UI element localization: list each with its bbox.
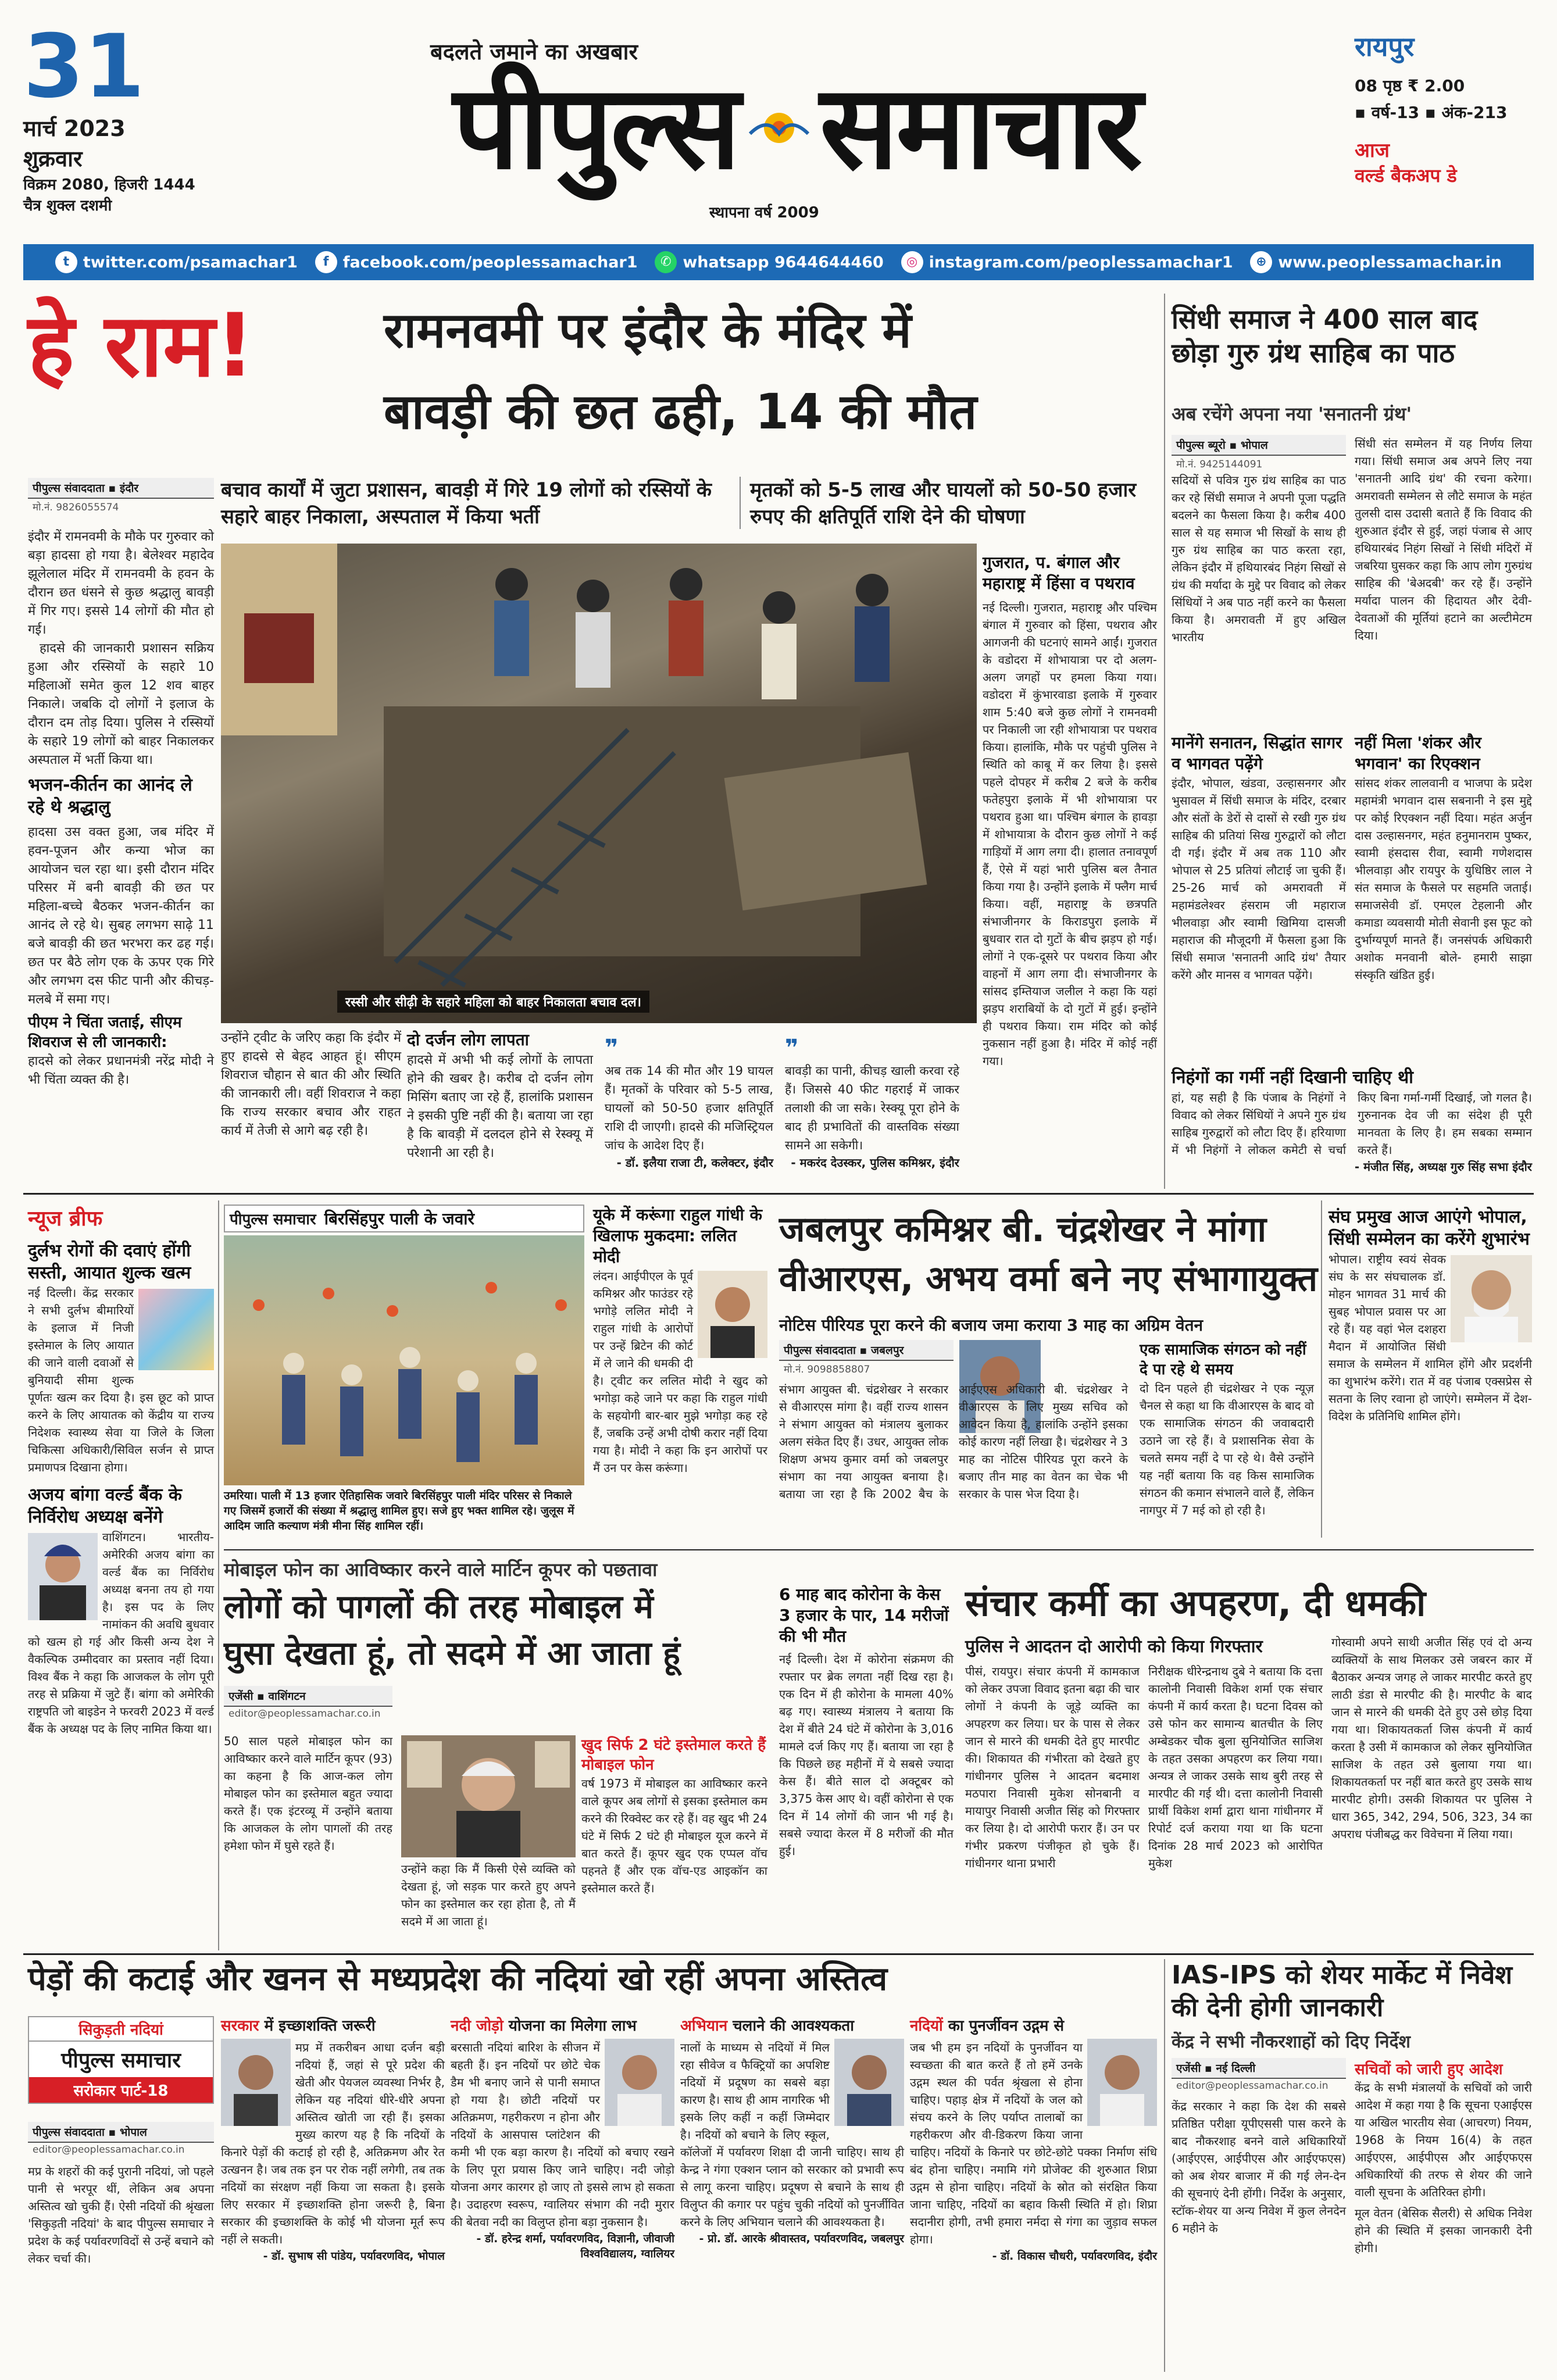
expert-2-body: बरसाती नदियां बारिश के सीजन में बहती हैं। इन नदियों पर छोटे चेक डैम भी बनाए जाने से पानी समाप्त हो गया है। छोटी नदियों पर अतिक्रमण, गहरीकरण न होना और नदियों के आसपास प्लांटेशन की कमी भी एक बड़ा कारण है। नदियों को बचाए रखने के लिए पूरा प्रयास किए जाने चाहिए। नदी जोड़ो योजना अगर कारगर हो जाए तो इससे लाभ हो सकता है। उदाहरण स्वरूप, ग्वालियर संभाग की नदी मुरार की बेतवा नदी का विलुप्त होना बड़ा नुकसान है।	[451, 2040, 674, 2229]
nameplate	[273, 58, 1320, 198]
instagram-icon: ◎	[901, 251, 923, 273]
sindhi-body-2: सिंधी संत सम्मेलन में यह निर्णय लिया गया। सिंधी समाज अब अपने लिए नया 'सनातनी आदि ग्रंथ' की रचना करेगा। अमरावती सम्मेलन से लौटे समाज के महंत तुलसी दास उदासी बताते हैं कि विवाद की शुरुआत इंदौर से हुई, जहां पंजाब से आए हथियारबंद निहंग सिखों ने सिंधी मंदिरों में जबरिया घुसकर कहा कि आप लोग गुरुग्रंथ साहिब की 'बेअदबी' कर रहे हैं। उन्होंने मर्यादा पालन की हिदायत और देवी-देवताओं की मूर्तियां हटाने का अल्टीमेटम दिया।	[1355, 437, 1532, 642]
rescue-scene-illustration	[221, 544, 977, 1023]
nihang-box	[1172, 1067, 1532, 1174]
commissioner-quote	[785, 1035, 959, 1170]
expert-4-title: नदियों का पुनर्जीवन उद्गम से	[910, 2017, 1065, 2035]
date-weekday: शुक्रवार	[23, 146, 83, 171]
lead-col-5	[221, 1029, 401, 1141]
sindhi-mobile: मो.नं. 9425144091	[1176, 459, 1263, 470]
kidnap-col-1	[965, 1663, 1140, 1872]
sindhi-byline: पीपुल्स ब्यूरो ▪ भोपाल	[1172, 435, 1346, 456]
rivers-badge-top: सिकुड़ती नदियां	[29, 2017, 213, 2042]
bhagwat-divider	[1321, 1200, 1322, 1538]
nihang-body: हां, यह सही है कि पंजाब के निहंगों ने विवाद को लेकर सिंधियों ने अपने गुरु ग्रंथ साहिब गुरुद्वारों को लौटा दिए हैं। हरियाणा में भी निहंगों ने लोकल कमेटी से चर्चा किए बिना गर्मा-गर्मी दिखाई, जो गलत है। गुरुनानक देव जी का संदेश ही पूरी मानवता के लिए है। हम सबका सम्मान करते हैं।	[1172, 1091, 1532, 1157]
right-column-divider	[1164, 294, 1165, 1189]
rivers-byline: पीपुल्स संवाददाता ▪ भोपाल	[28, 2122, 214, 2143]
missing-subhead: दो दर्जन लोग लापता	[407, 1030, 529, 1049]
cooper-col-1	[224, 1686, 392, 1854]
date-chaitra: चैत्र शुक्ल दशमी	[23, 197, 112, 215]
missing-box	[407, 1029, 593, 1163]
ias-divider	[1164, 1959, 1165, 2372]
rivers-headline: पेड़ों की कटाई और खनन से मध्यप्रदेश की नदियां खो रहीं अपना अस्तित्व	[28, 1960, 888, 1998]
rivers-intro-box	[28, 2122, 214, 2267]
section-divider-3	[23, 1953, 1534, 1955]
ias-email: editor@peoplessamachar.co.in	[1176, 2080, 1329, 2092]
sindhi-subhead-left: मानेंगे सनातन, सिद्धांत सागर व भागवत पढ़ेंगे	[1172, 733, 1342, 773]
expert-1-photo	[221, 2039, 291, 2126]
sindhi-col-d	[1355, 732, 1532, 984]
lead-byline: पीपुल्स संवाददाता ▪ इंदौर	[28, 478, 214, 499]
brief-divider	[218, 1200, 219, 1950]
cooper-email: editor@peoplessamachar.co.in	[228, 1708, 381, 1720]
expert-2-title: नदी जोड़ो योजना का मिलेगा लाभ	[451, 2017, 637, 2035]
bhagwat-story	[1329, 1206, 1532, 1425]
lead-kicker: हे राम!	[28, 295, 255, 396]
year-issue: ▪ वर्ष-13 ▪ अंक-213	[1355, 103, 1508, 122]
cooper-side-body: वर्ष 1973 में मोबाइल का आविष्कार करने वाले कूपर अब लोगों से इसका इस्तेमाल कम करने की रिक्वेस्ट कर रहे हैं। वह खुद भी 24 घंटे में सिर्फ 2 घंटे ही मोबाइल यूज करने में बात करते हैं। कूपर खुद एक एप्पल वॉच पहनते हैं और एक वॉच-एड आइकॉन का इस्तेमाल करते हैं।	[581, 1777, 767, 1895]
social-whatsapp[interactable]: ✆ whatsapp 9644644460	[655, 251, 884, 273]
lead-body-5: उन्होंने ट्वीट के जरिए कहा कि इंदौर में हुए हादसे से बेहद आहत हूं। सीएम शिवराज चौहान से बात की और स्थिति की जानकारी ली। वहीं शिवराज ने कहा कि राज्य सरकार बचाव और राहत कार्य में तेजी से आगे बढ़ रही है।	[221, 1031, 401, 1138]
ias-col-2	[1355, 2058, 1532, 2257]
rivers-expert-3	[680, 2014, 904, 2246]
lead-body-1: इंदौर में रामनवमी के मौके पर गुरुवार को बड़ा हादसा हो गया है। बेलेश्वर महादेव झूलेलाल मंदिर में रामनवमी के हवन के दौरान छत धंसने से कुछ श्रद्धालु बावड़ी में गिर गए। इससे 14 लोगों की मौत हो गई।	[28, 530, 214, 637]
cooper-byline: एजेंसी ▪ वाशिंगटन	[224, 1686, 392, 1707]
sindhi-col-a	[1172, 435, 1346, 646]
corona-body: नई दिल्ली। देश में कोरोना संक्रमण की रफ्तार पर ब्रेक लगता नहीं दिख रहा है। एक दिन में ही कोरोना के मामला 40% बढ़ गए। स्वास्थ्य मंत्रालय ने बताया कि देश में बीते 24 घंटे में कोरोना के 3,016 मामले दर्ज किए गए हैं। बताया जा रहा है कि पिछले छह महीनों में ये सबसे ज्यादा केस हैं। बीते साल दो अक्टूबर को 3,375 केस आए थे। वहीं कोरोना से एक दिन में 14 लोगों की जान भी गई है। सबसे ज्यादा केरल में 8 मरीजों की मौत हुई।	[779, 1652, 954, 1858]
lead-body-4: हादसे को लेकर प्रधानमंत्री नरेंद्र मोदी ने भी चिंता व्यक्त की है।	[28, 1054, 214, 1087]
social-facebook[interactable]: f facebook.com/peoplessamachar1	[315, 251, 638, 273]
kidnap-body-3: गोस्वामी अपने साथी अजीत सिंह एवं दो अन्य व्यक्तियों के साथ मिलकर उसे जबरन कार में बैठाकर अन्यत्र जगह ले जाकर मारपीट करते हुए लाठी डंडा से मारपीट की है। मारपीट के बाद जान से मारने की धमकी देते हुए उसे छोड़ दिया गया था। शिकायतकर्ता जिस कंपनी में कार्य करता है उसी में कामकाज को लेकर सुनियोजित साजिश के तहत उसे बुलाया गया था। शिकायतकर्ता पर नहीं बात करते हुए उसके साथ मारपीट होगी। उसकी शिकायत पर पुलिस ने धारा 365, 342, 294, 506, 323, 34 का अपराध पंजीबद्ध कर विवेचना में लिया गया।	[1331, 1635, 1532, 1841]
nihang-headline: निहंगों का गर्मी नहीं दिखानी चाहिए थी	[1172, 1067, 1413, 1088]
kidnap-col-2	[1148, 1663, 1323, 1872]
jabalpur-body-2: दो दिन पहले ही चंद्रशेखर ने एक न्यूज़ चैनल से कहा था कि वीआरएस के बाद वो एक सामाजिक संगठन की जवाबदारी उठाने जा रहे हैं। वे प्रशासनिक सेवा के चलते समय नहीं दे पा रहे थे। वैसे उन्होंने यह नहीं बताया कि वह किस सामाजिक संगठन की कमान संभालने वाले हैं, लेकिन नागपुर में 7 मई को हो रही है।	[1140, 1381, 1314, 1517]
cooper-photo	[401, 1735, 576, 1857]
sindhi-sub: अब रचेंगे अपना नया 'सनातनी ग्रंथ'	[1172, 403, 1412, 425]
ias-headline: IAS-IPS को शेयर मार्केट में निवेश की देनी होगी जानकारी	[1172, 1960, 1513, 2022]
birsinghpur-header	[224, 1205, 584, 1232]
date-number: 31	[23, 16, 145, 117]
sindhi-headline: सिंधी समाज ने 400 साल बाद छोड़ा गुरु ग्रंथ साहिब का पाठ	[1172, 303, 1478, 369]
date-month: मार्च 2023	[23, 116, 126, 141]
web-icon: ⊕	[1250, 251, 1272, 273]
jabalpur-deck: नोटिस पीरियड पूरा करने की बजाय जमा कराया 3 माह का अग्रिम वेतन	[779, 1316, 1204, 1335]
expert-3-body: नालों के माध्यम से नदियों में मिल रहा सीवेज व फैक्ट्रियों का अपशिष्ट नदियों में प्रदूषण का सबसे बड़ा कारण है। साथ ही आम नागरिक भी इसके लिए कहीं न कहीं जिम्मेदार है। नदियों को बचाने के लिए स्कूल, कॉलेजों में पर्यावरण शिक्षा दी जानी चाहिए। साथ ही केन्द्र ने गंगा एक्शन प्लान को सरकार को प्रभावी रूप से लागू करना चाहिए। प्रदूषण से बचाने के साथ ही विलुप्त की कगार पर पहुंच चुकी नदियों को पुनर्जीवित करने के लिए अभियान चलाने की आवश्यकता है।	[680, 2040, 904, 2229]
lead-headline-2: बावड़ी की छत ढही, 14 की मौत	[384, 383, 977, 440]
lalit-headline: यूके में करूंगा राहुल गांधी के खिलाफ मुकदमा: ललित मोदी	[593, 1205, 763, 1266]
date-block	[23, 16, 244, 244]
section-divider-1	[23, 1193, 1534, 1195]
rivers-intro: मप्र के शहरों की कई पुरानी नदियां, जो पहले पानी से भरपूर थीं, लेकिन अब अपना अस्तित्व खो चुकी हैं। ऐसी नदियों की श्रृंखला 'सिकुड़ती नदियां' के बाद पीपुल्स समाचार ने प्रदेश के कई पर्यावरणविदों से उन्हें बचाने को लेकर चर्चा की।	[28, 2164, 214, 2265]
ias-col-1	[1172, 2058, 1346, 2237]
birsinghpur-caption: उमरिया। पाली में 13 हजार ऐतिहासिक जवारे बिरसिंहपुर पाली मंदिर परिसर से निकाले गए जिसमें हजारों की संख्या में श्रद्धालु शामिल हुए। सजे हुए भक्त शामिल रहे। जुलूस में आदिम जाति कल्याण मंत्री मीना सिंह शामिल रहीं।	[224, 1489, 574, 1532]
brief-2-body: वाशिंगटन। भारतीय-अमेरिकी अजय बांगा का वर्ल्ड बैंक का निर्विरोध अध्यक्ष बनना तय हो गया है। इस पद के लिए नामांकन की अवधि बुधवार को खत्म हो गई और किसी अन्य देश ने वैकल्पिक उम्मीदवार का प्रस्ताव नहीं दिया। विश्व बैंक ने कहा कि आजकल के लोग पूरी तरह से प्रक्रिया में जुटे हैं। बांगा को अमेरिकी राष्ट्रपति जो बाइडेन ने फरवरी 2023 में वर्ल्ड बैंक के अध्यक्ष पद के लिए नामित किया था।	[28, 1530, 214, 1736]
expert-1-title: सरकार में इच्छाशक्ति जरूरी	[221, 2017, 376, 2035]
ias-deck: केंद्र ने सभी नौकरशाहों को दिए निर्देश	[1172, 2032, 1410, 2052]
quote-1-by: - डॉ. इलैया राजा टी, कलेक्टर, इंदौर	[616, 1156, 773, 1170]
social-twitter[interactable]: t twitter.com/psamachar1	[55, 251, 298, 273]
sindhi-col-b	[1355, 435, 1532, 644]
jabalpur-body-1-box	[779, 1381, 1128, 1503]
jabalpur-body-1: संभाग आयुक्त बी. चंद्रशेखर ने सरकार से वीआरएस मांगा है। वहीं राज्य शासन ने संभाग आयुक्त को मंत्रालय बुलाकर अलग संकेत दिए हैं। उधर, आयुक्त लोक शिक्षण अभय कुमार वर्मा को जबलपुर संभाग का नया आयुक्त बनाया है। बताया जा रहा है कि 2002 बैच के आईएएस अधिकारी बी. चंद्रशेखर ने वीआरएस के लिए मुख्य सचिव को आवेदन किया है, हालांकि उन्होंने इसका कोई कारण नहीं लिखा है। चंद्रशेखर ने 3 माह का नोटिस पीरियड पूरा करने के बजाए तीन माह का वेतन का चेक भी सरकार के पास भेज दिया है।	[779, 1382, 1128, 1501]
tagline: बदलते जमाने का अखबार	[430, 39, 638, 65]
bhagwat-body: भोपाल। राष्ट्रीय स्वयं सेवक संघ के सर संघचालक डॉ. मोहन भागवत 31 मार्च की सुबह भोपाल प्रवास पर आ रहे हैं। यह वहां भेल दशहरा मैदान में आयोजित सिंधी समाज के सम्मेलन में शामिल होंगे और प्रदर्शनी का शुभारंभ करेंगे। रात में वह पंजाब एक्सप्रेस से सतना के लिए रवाना हो जाएंगे। सम्मेलन में देश-विदेश के प्रतिनिधि शामिल होंगे।	[1329, 1252, 1532, 1423]
sindhi-col-c	[1172, 732, 1346, 984]
lalit-story	[593, 1205, 767, 1477]
jabalpur-col-1	[779, 1340, 954, 1377]
rivers-badge-brand: पीपुल्स समाचार	[61, 2049, 181, 2072]
cooper-kicker: मोबाइल फोन का आविष्कार करने वाले मार्टिन कूपर को पछतावा	[224, 1559, 658, 1581]
cooper-body-2: उन्होंने कहा कि मैं किसी ऐसे व्यक्ति को देखता हूं, जो सड़क पार करते हुए अपने फोन का इस्तेमाल कर रहा होता है, तो मैं सदमे में आ जाता हूं।	[401, 1862, 576, 1928]
brief-1-body: नई दिल्ली। केंद्र सरकार ने सभी दुर्लभ बीमारियों के इलाज में निजी इस्तेमाल के लिए आयात की जाने वाली दवाओं से बुनियादी सीमा शुल्क पूर्णतः खत्म कर दिया है। इस छूट को प्राप्त करने के लिए आयातक को केंद्रीय या राज्य निदेशक स्वास्थ्य सेवा या जिले के जिला चिकित्सा अधिकारी/सिविल सर्जन से प्राप्त प्रमाणपत्र दिखाना होगा।	[28, 1286, 214, 1474]
lalit-body: लंदन। आईपीएल के पूर्व कमिश्नर और फाउंडर रहे भगोड़े ललित मोदी ने राहुल गांधी के आरोपों पर उन्हें ब्रिटेन की कोर्ट में ले जाने की धमकी दी है। ट्वीट कर ललित मोदी ने खुद को भगोड़ा कहे जाने पर कहा कि राहुल गांधी के सहयोगी बार-बार मुझे भगोड़ा कह रहे हैं, जबकि उन्हें अभी दोषी करार नहीं दिया गया है। मोदी ने कहा कि इन आरोपों पर मैं उन पर केस करूंगा।	[593, 1269, 767, 1475]
lead-photo	[221, 544, 977, 1023]
jabalpur-subhead: एक सामाजिक संगठन को नहीं दे पा रहे थे समय	[1140, 1341, 1306, 1378]
lead-deck-right: मृतकों को 5-5 लाख और घायलों को 50-50 हजार रुपए की क्षतिपूर्ति राशि देने की घोषणा	[750, 478, 1137, 528]
sindhi-body-1: सदियों से पवित्र गुरु ग्रंथ साहिब का पाठ कर रहे सिंधी समाज ने अपनी पूजा पद्धति बदलने का फैसला किया है। करीब 400 साल से यह समाज भी सिखों के साथ ही गुरु ग्रंथ साहिब का पाठ करता रहा, लेकिन इंदौर में हथियारबंद निहंग सिखों से ग्रंथ की मर्यादा के मुद्दे पर विवाद को लेकर सिंधियों ने अब पाठ नहीं करने का फैसला किया है। अमरावती में हुए अखिल भारतीय	[1172, 473, 1346, 644]
jabalpur-headline-2: वीआरएस, अभय वर्मा बने नए संभागायुक्त	[779, 1259, 1318, 1299]
lead-deck-left: बचाव कार्यों में जुटा प्रशासन, बावड़ी में गिरे 19 लोगों को रस्सियों के सहारे बाहर निकाला, अस्पताल में किया भर्ती	[221, 478, 712, 528]
corona-headline: 6 माह बाद कोरोना के केस 3 हजार के पार, 14 मरीजों की भी मौत	[779, 1585, 949, 1646]
today-event: वर्ल्ड बैकअप डे	[1355, 165, 1457, 187]
birsinghpur-place: बिरसिंहपुर पाली के जवारे	[324, 1209, 474, 1228]
cooper-side-headline: खुद सिर्फ 2 घंटे इस्तेमाल करते हैं मोबाइल फोन	[581, 1736, 766, 1774]
lead-body-3: हादसा उस वक्त हुआ, जब मंदिर में हवन-पूजन और कन्या भोज का आयोजन चल रहा था। इसी दौरान मंदिर परिसर में बनी बावड़ी की छत पर महिला-बच्चे बैठकर भजन-कीर्तन का आनंद ले रहे थे। सुबह लगभग साढ़े 11 बजे बावड़ी की छत भरभरा कर ढह गई। छत पर बैठे लोग एक के ऊपर एक गिरे और लगभग दस फीट पानी और कीचड़-मलबे में समा गए।	[28, 825, 214, 1007]
expert-3-by: - प्रो. डॉ. आरके श्रीवास्तव, पर्यावरणविद, जबलपुर	[699, 2232, 904, 2245]
expert-1-body: मप्र में तकरीबन आधा दर्जन बड़ी नदियां हैं, जहां से पूरे प्रदेश की खेती और पेयजल व्यवस्था निर्भर है, लेकिन यह नदियां धीरे-धीरे अपना अस्तित्व खोती जा रही हैं। इसका मुख्य कारण यह है कि नदियों के किनारे पेड़ों की कटाई हो रही है, अतिक्रमण और रेत उत्खनन है। जब तक इन पर रोक नहीं लगेगी, तब तक नदियों का संरक्षण नहीं किया जा सकता है। इसके लिए सरकार में इच्छाशक्ति होना जरूरी है, बिना सरकार की इच्छाशक्ति के कोई भी योजना मूर्त रूप नहीं ले सकती।	[221, 2040, 445, 2246]
deck-divider	[740, 477, 741, 529]
expert-4-by: - डॉ. विकास चौधरी, पर्यावरणविद, इंदौर	[992, 2250, 1157, 2263]
rivers-expert-2	[451, 2014, 674, 2261]
violence-story	[983, 552, 1157, 1070]
birsinghpur-photo	[224, 1235, 584, 1485]
edition-info	[1355, 28, 1541, 188]
expert-1-by: - डॉ. सुभाष सी पांडेय, पर्यावरणविद, भोपाल	[263, 2250, 445, 2263]
facebook-icon: f	[315, 251, 337, 273]
social-instagram[interactable]: ◎ instagram.com/peoplessamachar1	[901, 251, 1233, 273]
jabalpur-headline-1: जबलपुर कमिश्नर बी. चंद्रशेखर ने मांगा	[779, 1209, 1266, 1250]
social-web[interactable]: ⊕ www.peoplessamachar.in	[1250, 251, 1502, 273]
cooper-headline-2: घुसा देखता हूं, तो सदमे में आ जाता हूं	[224, 1635, 680, 1673]
expert-3-title: अभियान चलाने की आवश्यकता	[680, 2017, 854, 2035]
emblem-icon	[744, 93, 814, 163]
kidnap-col-3	[1331, 1634, 1532, 1843]
lead-subhead-2: पीएम ने चिंता जताई, सीएम शिवराज से ली जानकारी:	[28, 1014, 182, 1051]
nameplate-right: समाचार	[819, 60, 1140, 195]
ias-byline: एजेंसी ▪ नई दिल्ली	[1172, 2058, 1346, 2079]
jabalpur-side	[1140, 1340, 1314, 1519]
quote-icon: ❞	[605, 1035, 619, 1062]
banga-photo	[28, 1533, 98, 1620]
jabalpur-byline: पीपुल्स संवाददाता ▪ जबलपुर	[779, 1340, 954, 1361]
lead-photo-caption: रस्सी और सीढ़ी के सहारे महिला को बाहर निकालता बचाव दल।	[337, 991, 649, 1013]
rivers-expert-1	[221, 2014, 445, 2263]
sindhi-body-right: सांसद शंकर लालवानी व भाजपा के प्रदेश महामंत्री भगवान दास सबनानी ने इस मुद्दे पर कोई रिएक्शन नहीं दिया। महंत अर्जुन दास उल्हासनगर, महंत हनुमानराम पुष्कर, स्वामी हंसदास रीवा, स्वामी गणेशदास भीलवाड़ा और रायपुर के युधिष्ठिर लाल ने संत समाज के फैसले पर सहमति जताई। समाजसेवी डॉ. एमएल टेहलानी और कमाडा व्यवसायी मोती सेवानी इस फूट को दुर्भाग्यपूर्ण मानते हैं। जनसंपर्क अधिकारी अशोक मनवानी बोले- हमारी साझा संस्कृति खंडित हुई।	[1355, 776, 1532, 982]
brief-1-photo	[138, 1289, 214, 1370]
sindhi-body-left: इंदौर, भोपाल, खंडवा, उल्हासनगर और भुसावल में सिंधी समाज के मंदिर, दरबार और संतों के डेरों से दासों से रखी गुरु ग्रंथ साहिब की प्रतियां सिख गुरुद्वारों को लौटा दी गई। इंदौर में अब तक 110 और भोपाल से 25 प्रतियां लौटाई जा चुकी हैं। 25-26 मार्च को अमरावती में महामंडलेश्वर हंसराम जी महाराज भीलवाड़ा और स्वामी खिमिया दासजी महाराज की मौजूदगी में फैसला हुआ कि सिंधी समाज 'सनातनी आदि ग्रंथ' तैयार करेंगे और मानस व भागवत पढ़ेंगे।	[1172, 776, 1346, 982]
lead-body-2: हादसे की जानकारी प्रशासन सक्रिय हुआ और रस्सियों के सहारे 10 महिलाओं समेत कुल 12 शव बाहर निकाले। जबकि दो लोगों ने इलाज के दौरान दम तोड़ दिया। पुलिस ने रस्सियों के सहारे 19 लोगों को बाहर निकालकर अस्पताल में भर्ती किया था।	[28, 641, 214, 767]
bhagwat-photo	[1451, 1255, 1532, 1342]
twitter-icon: t	[55, 251, 77, 273]
lead-body-6: हादसे में अभी भी कई लोगों के लापता होने की खबर है। करीब दो दर्जन लोग मिसिंग बताए जा रहे हैं, हालांकि प्रशासन ने इसकी पुष्टि नहीं की है। बताया जा रहा है कि बावड़ी में दलदल होने से रेस्क्यू में परेशानी आ रही है।	[407, 1053, 593, 1160]
news-brief-column	[28, 1203, 214, 1738]
expert-2-photo	[605, 2039, 674, 2126]
lead-mobile: मो.नं. 9826055574	[33, 502, 119, 513]
ias-body-1: केंद्र सरकार ने कहा कि देश की सबसे प्रतिष्ठित परीक्षा यूपीएससी पास करने के बाद नौकरशाह बनने वाले अधिकारियों (आईएएस, आईपीएस और आईएफएस) को अब शेयर बाजार में की गई लेन-देन की सूचनाएं देनी होंगी। निर्देश के अनुसार, स्टॉक-शेयर या अन्य निवेश में कुल लेनदेन 6 महीने के	[1172, 2099, 1346, 2235]
rivers-expert-4	[910, 2014, 1157, 2263]
lead-subhead-1: भजन-कीर्तन का आनंद ले रहे थे श्रद्धालु	[28, 775, 192, 817]
section-divider-2	[224, 1549, 1534, 1550]
corona-story	[779, 1584, 954, 1860]
cooper-body-2-box	[401, 1860, 576, 1930]
cooper-body-1: 50 साल पहले मोबाइल फोन का आविष्कार करने वाले मार्टिन कूपर (93) का कहना है कि आज-कल लोग मोबाइल फोन का इस्तेमाल बहुत ज्यादा करते हैं। एक इंटरव्यू में उन्होंने बताया कि आजकल के लोग पागलों की तरह हमेशा फोन में घुसे रहते हैं।	[224, 1734, 392, 1853]
rivers-badge-series: सरोकार पार्ट-18	[29, 2077, 213, 2103]
cooper-side	[581, 1735, 767, 1897]
cooper-headline-1: लोगों को पागलों की तरह मोबाइल में	[224, 1588, 653, 1626]
kidnap-body-1: पीसं, रायपुर। संचार कंपनी में कामकाज को लेकर उपजा विवाद इतना बढ़ा की चार लोगों ने कंपनी के जूड़े व्यक्ति का अपहरण कर लिया। घर के पास से लेकर जान से मारने की धमकी देते हुए मारपीट की। शिकायत की गंभीरता को देखते हुए गांधीनगर पुलिस ने आदतन बदमाश मठपारा निवासी मुकेश सोनबानी व मायापुर निवासी अजीत सिंह को गिरफ्तार कर लिया है। दो आरोपी फरार हैं। उन पर गंभीर प्रकरण पंजीकृत हो चुके हैं। गांधीनगर थाना प्रभारी	[965, 1664, 1140, 1870]
edition-city: रायपुर	[1355, 31, 1415, 62]
today-label: आज	[1355, 139, 1390, 162]
news-brief-label: न्यूज ब्रीफ	[28, 1207, 103, 1231]
kidnap-headline: संचार कर्मी का अपहरण, दी धमकी	[965, 1582, 1426, 1624]
expert-3-photo	[834, 2039, 904, 2126]
lead-byline-box	[28, 478, 214, 514]
brief-1-headline: दुर्लभ रोगों की दवाएं होंगी सस्ती, आयात शुल्क खत्म	[28, 1241, 191, 1283]
expert-4-body: जब भी हम इन नदियों के पुनर्जीवन या स्वच्छता की बात करते हैं तो हमें उनके उद्गम स्थल की पर्वत श्रृंखला से होना चाहिए। पहाड़ क्षेत्र में नदियों के जल को संचय करने के लिए पर्याप्त तालाबों का गहरीकरण और वी-डिकरण किया जाना चाहिए। नदियों के किनारे पर छोटे-छोटे पक्का निर्माण संधि बंद होना चाहिए। नमामि गंगे प्रोजेक्ट की शुरुआत शिप्रा उद्गम से होना चाहिए। नदियों के स्रोत को संरक्षित किया जाना चाहिए, नदियों का बहाव किसी स्थिति में हो। शिप्रा सदानीरा होगी, तभी हमारा नर्मदा से गंगा का जुड़ाव सफल होगा।	[910, 2040, 1157, 2246]
quote-2-text: बावड़ी का पानी, कीचड़ खाली करवा रहे हैं। जिससे 40 फीट गहराई में जाकर तलाशी की जा सके। रेस्क्यू पूरा होने के बाद ही प्रभावितों की वास्तविक संख्या सामने आ सकेगी।	[785, 1064, 959, 1152]
brief-2-headline: अजय बांगा वर्ल्ड बैंक के निर्विरोध अध्यक्ष बनेंगे	[28, 1485, 182, 1527]
sindhi-subhead-right: नहीं मिला 'शंकर और भगवान' का रिएक्शन	[1355, 733, 1481, 773]
quote-2-by: - मकरंद देउस्कर, पुलिस कमिश्नर, इंदौर	[791, 1156, 959, 1170]
jabalpur-mobile: मो.नं. 9098858807	[784, 1364, 870, 1375]
quote-icon: ❞	[785, 1035, 799, 1062]
bhagwat-headline: संघ प्रमुख आज आएंगे भोपाल, सिंधी सम्मेलन का करेंगे शुभारंभ	[1329, 1207, 1530, 1249]
ias-body-2: केंद्र के सभी मंत्रालयों के सचिवों को जारी आदेश में कहा गया है कि सूचना एआईएस या अखिल भारतीय सेवा (आचरण) नियम, 1968 के नियम 16(4) के तहत आईएएस, आईपीएस और आईएफएस अधिकारियों की तरफ से शेयर की जाने वाली सूचना के अतिरिक्त होगी।	[1355, 2081, 1532, 2199]
ias-subhead: सचिवों को जारी हुए आदेश	[1355, 2061, 1503, 2078]
expert-2-by: - डॉ. हरेन्द्र शर्मा, पर्यावरणविद, विज्ञानी, जीवाजी विश्वविद्यालय, ग्वालियर	[476, 2232, 674, 2260]
expert-4-photo	[1087, 2039, 1157, 2126]
lead-col-1	[28, 528, 214, 1089]
violence-headline: गुजरात, प. बंगाल और महाराष्ट्र में हिंसा व पथराव	[983, 553, 1135, 593]
social-bar	[23, 244, 1534, 280]
whatsapp-icon: ✆	[655, 251, 677, 273]
rivers-email: editor@peoplessamachar.co.in	[33, 2144, 185, 2156]
pages-price: 08 पृष्ठ ₹ 2.00	[1355, 76, 1465, 95]
nihang-by: - मंजीत सिंह, अध्यक्ष गुरु सिंह सभा इंदौर	[1354, 1160, 1532, 1174]
lead-headline-1: रामनवमी पर इंदौर के मंदिर में	[384, 302, 912, 359]
violence-body: नई दिल्ली। गुजरात, महाराष्ट्र और पश्चिम बंगाल में गुरुवार को हिंसा, पथराव और आगजनी की घटनाएं सामने आईं। गुजरात के वडोदरा में शोभायात्रा पर दो अलग-अलग जगहों पर हमला किया गया। वडोदरा में कुंभारवाडा इलाके में गुरुवार शाम 5:40 बजे कुछ लोगों ने रामनवमी पर निकाली जा रही शोभायात्रा पर पथराव किया। हालांकि, मौके पर पहुंची पुलिस ने स्थिति को काबू में कर लिया है। इससे पहले दोपहर में करीब 2 बजे के करीब फतेहपुरा इलाके में भी शोभायात्रा पर पथराव हुआ था। पश्चिम बंगाल के हावड़ा में शोभायात्रा के दौरान कुछ लोगों ने कई गाड़ियों में आग लगा दी। हालात तनावपूर्ण हैं, ऐसे में यहां भारी पुलिस बल तैनात किया गया है। उन्होंने इलाके में फ्लैग मार्च किया। वहीं, महाराष्ट्र के छत्रपति संभाजीनगर के किराडपुरा इलाके में बुधवार रात दो गुटों के बीच झड़प हो गई। लोगों ने एक-दूसरे पर पथराव किया और वाहनों में आग लगा दी। संभाजीनगर के सांसद इम्तियाज जलील ने कहा कि यहां झड़प शराबियों के दो गुटों में हुई। इन्होंने ही पथराव किया। राम मंदिर को कोई नुकसान नहीं हुआ है। मंदिर में कोई नहीं गया।	[983, 601, 1157, 1068]
kidnap-deck: पुलिस ने आदतन दो आरोपी को किया गिरफ्तार	[965, 1636, 1263, 1657]
birsinghpur-brand: पीपुल्स समाचार	[230, 1211, 316, 1228]
founded-year: स्थापना वर्ष 2009	[709, 204, 819, 221]
collector-quote	[605, 1035, 773, 1170]
ias-body-3: मूल वेतन (बेसिक सैलरी) से अधिक निवेश होने की स्थिति में इसका जानकारी देनी होगी।	[1355, 2206, 1532, 2255]
lalit-photo	[698, 1271, 767, 1358]
kidnap-body-2: निरीक्षक धीरेन्द्रनाथ दुबे ने बताया कि दत्ता कालोनी निवासी विकेश शर्मा एक संचार कंपनी में कार्य करता है। घटना दिवस को उसे फोन कर सामान्य बातचीत के लिए अम्बेडकर चौक बुला सुनियोजित साजिश के तहत उसका अपहरण कर लिया गया। अन्यत्र ले जाकर उसके साथ बुरी तरह से मारपीट की गई थी। दत्ता कालोनी निवासी प्रार्थी विकेश शर्मा द्वारा थाना गांधीनगर में रिपोर्ट दर्ज कराया गया था कि घटना दिनांक 28 मार्च 2023 को आरोपित मुकेश	[1148, 1664, 1323, 1870]
rivers-badge	[28, 2016, 214, 2104]
date-vikram: विक्रम 2080, हिजरी 1444	[23, 176, 195, 194]
nameplate-left: पीपुल्स	[452, 60, 738, 195]
quote-1-text: अब तक 14 की मौत और 19 घायल हैं। मृतकों के परिवार को 5-5 लाख, घायलों को 50-50 हजार क्षतिपूर्ति राशि दी जाएगी। हादसे की मजिस्ट्रियल जांच के आदेश दिए हैं।	[605, 1064, 773, 1152]
